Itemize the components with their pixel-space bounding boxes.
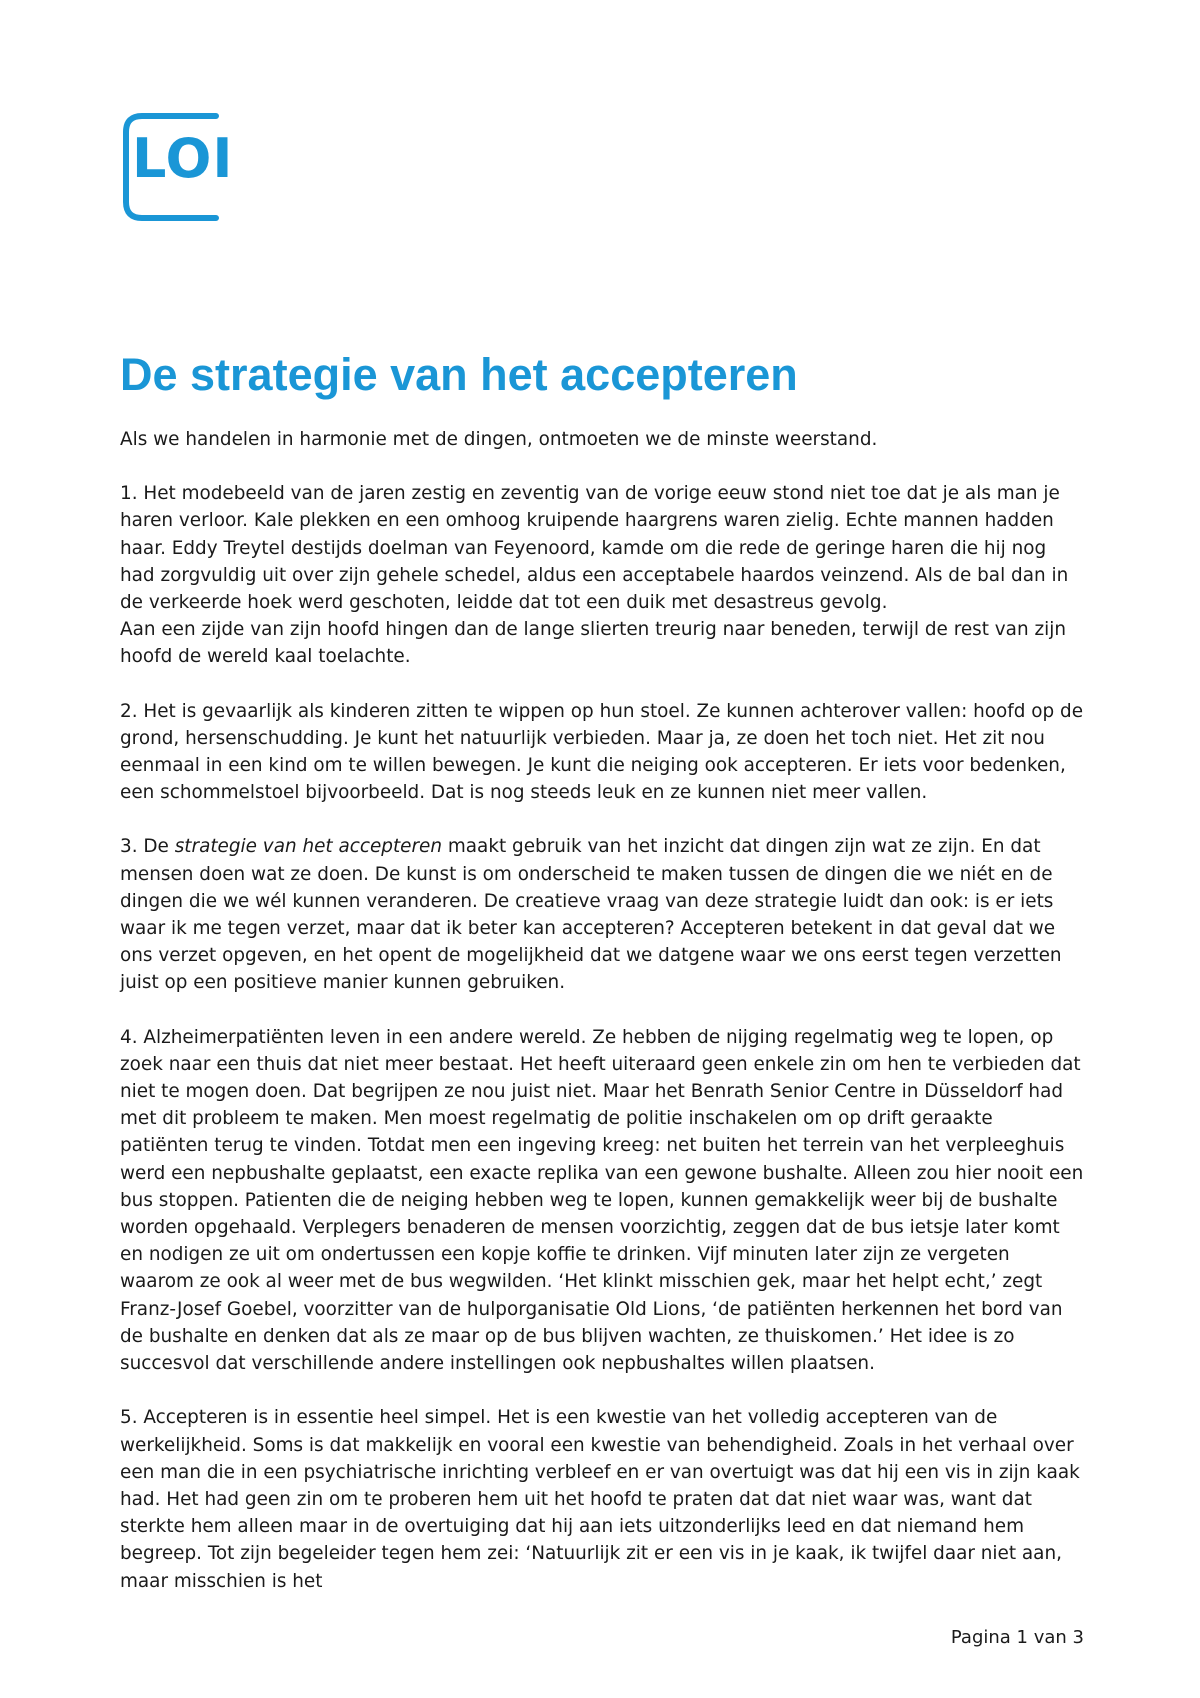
paragraph-3-text: maakt gebruik van het inzicht dat dingen zijn wat ze zijn. En dat mensen doen wat ze doen. De kunst is om onderscheid te maken tussen de dingen die we niét en de dingen die we wél kunnen veranderen. De creatieve vraag van deze strategie luidt dan ook: is er iets waar ik me tegen verzet, maar dat ik beter kan accepteren? Accepteren betekent in dat geval dat we ons verzet opgeven, en het opent de mogelijkheid dat we datgene waar we ons eerst tegen verzetten juist op een positieve manier kunnen gebruiken.	[120, 836, 1062, 994]
paragraph-2: 2. Het is gevaarlijk als kinderen zitten te wippen op hun stoel. Ze kunnen achterover vallen: hoofd op de grond, hersenschudding. Je kunt het natuurlijk verbieden. Maar ja, ze doen het toch niet. Het zit nou eenmaal in een kind om te willen bewegen. Je kunt die neiging ook accepteren. Er iets voor bedenken, een schommelstoel bijvoorbeeld. Dat is nog steeds leuk en ze kunnen niet meer vallen.	[120, 700, 1084, 804]
page-number: Pagina 1 van 3	[950, 1627, 1084, 1648]
paragraph-3-emphasis: strategie van het accepteren	[174, 836, 443, 858]
paragraph-4: 4. Alzheimerpatiënten leven in een andere wereld. Ze hebben de nijging regelmatig weg te lopen, op zoek naar een thuis dat niet meer bestaat. Het heeft uiteraard geen enkele zin om hen te verbieden dat niet te mogen doen. Dat begrijpen ze nou juist niet. Maar het Benrath Senior Centre in Düsseldorf had met dit probleem te maken. Men moest regelmatig de politie inschakelen om op drift geraakte patiënten terug te vinden. Totdat men een ingeving kreeg: net buiten het terrein van het verpleeghuis werd een nepbushalte geplaatst, een exacte replika van een gewone bushalte. Alleen zou hier nooit een bus stoppen. Patienten die de neiging hebben weg te lopen, kunnen gemakkelijk weer bij de bushalte worden opgehaald. Verplegers benaderen de mensen voorzichtig, zeggen dat de bus ietsje later komt en nodigen ze uit om ondertussen een kopje koffie te drinken. Vijf minuten later zijn ze vergeten waarom ze ook al weer met de bus wegwilden. ‘Het klinkt misschien gek, maar het helpt echt,’ zegt Franz-Josef Goebel, voorzitter van de hulporganisatie Old Lions, ‘de patiënten herkennen het bord van de bushalte en denken dat als ze maar op de bus blijven wachten, ze thuiskomen.’ Het idee is zo succesvol dat verschillende andere instellingen ook nepbushaltes willen plaatsen.	[120, 1026, 1084, 1375]
paragraph-1-text: 1. Het modebeeld van de jaren zestig en zeventig van de vorige eeuw stond niet toe dat je als man je haren verloor. Kale plekken en een omhoog kruipende haargrens waren zielig. Echte mannen hadden haar. Eddy Treytel destijds doelman van Feyenoord, kamde om die rede de geringe haren die hij nog had zorgvuldig uit over zijn gehele schedel, aldus een acceptabele haardos veinzend. Als de bal dan in de verkeerde hoek werd geschoten, leidde dat tot een duik met desastreus gevolg.	[120, 483, 1069, 614]
paragraph-5: 5. Accepteren is in essentie heel simpel. Het is een kwestie van het volledig accepteren van de werkelijkheid. Soms is dat makkelijk en vooral een kwestie van behendigheid. Zoals in het verhaal over een man die in een psychiatrische inrichting verbleef en er van overtuigt was dat hij een vis in zijn kaak had. Het had geen zin om te proberen hem uit het hoofd te praten dat dat niet waar was, want dat sterkte hem alleen maar in de overtuiging dat hij aan iets uitzonderlijks leed en dat niemand hem begreep. Tot zijn begeleider tegen hem zei: ‘Natuurlijk zit er een vis in je kaak, ik twijfel daar niet aan, maar misschien is het	[120, 1407, 1080, 1592]
document-body	[120, 348, 1085, 1622]
logo-text: LOI	[132, 127, 234, 190]
loi-logo	[120, 110, 234, 224]
paragraph-1	[120, 480, 1085, 670]
paragraph-3-lead: 3. De	[120, 836, 175, 858]
paragraph-3	[120, 833, 1085, 996]
page-title: De strategie van het accepteren	[120, 349, 798, 400]
intro-paragraph: Als we handelen in harmonie met de dingen, ontmoeten we de minste weerstand.	[120, 429, 878, 450]
paragraph-1-continuation: Aan een zijde van zijn hoofd hingen dan de lange slierten treurig naar beneden, terwijl de rest van zijn hoofd de wereld kaal toelachte.	[120, 619, 1066, 668]
